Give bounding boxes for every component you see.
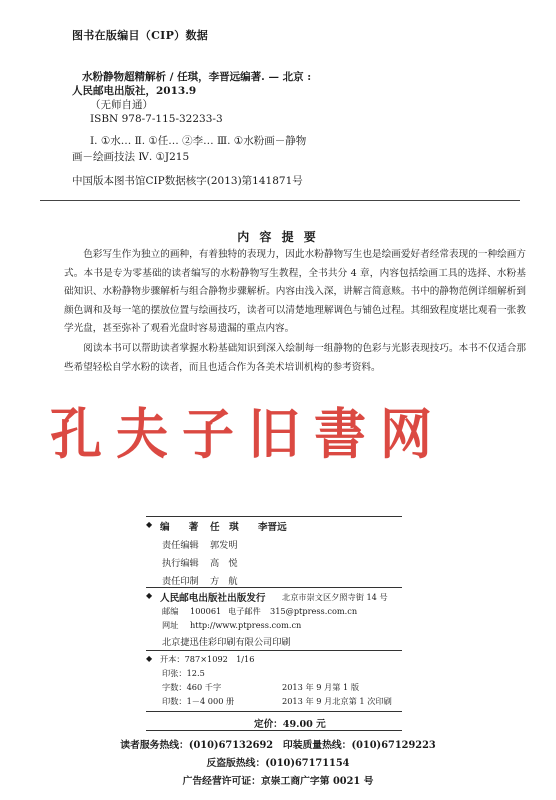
- cip-line-classification-1: Ⅰ. ①水… Ⅱ. ①任… ②李… Ⅲ. ①水粉画－静物: [90, 135, 307, 147]
- ad-license: 广告经营许可证：京崇工商广字第 0021 号: [182, 776, 374, 787]
- postcode-value: 100061: [190, 606, 222, 616]
- exec-editor-value: 高 悦: [210, 558, 238, 569]
- summary-title: 内 容 提 要: [237, 230, 319, 244]
- service-hotline: 读者服务热线：(010)67132692 印装质量热线：(010)67129223: [120, 740, 436, 751]
- printer-name: 北京捷迅佳彩印刷有限公司印刷: [162, 637, 291, 648]
- divider: [146, 587, 402, 588]
- piracy-hotline: 反盗版热线：(010)67171154: [206, 758, 350, 769]
- divider: [146, 730, 402, 731]
- cip-line-series: （无师自通）: [90, 99, 153, 111]
- website-label: 网址: [162, 620, 179, 630]
- summary-paragraph-2: 阅读本书可以帮助读者掌握水粉基础知识到深入绘制每一组静物的色彩与光影表现技巧。本书不仅适合那些希望轻松自学水粉的读者，而且也适合作为各美术培训机构的参考资料。: [64, 343, 526, 373]
- bullet-icon: ◆: [146, 654, 153, 663]
- cip-record-number: 中国版本图书馆CIP数据核字(2013)第141871号: [72, 175, 303, 187]
- print-manager-label: 责任印制: [162, 576, 199, 587]
- cip-heading: 图书在版编目（CIP）数据: [72, 29, 209, 42]
- authors-label: 编 著: [160, 522, 199, 533]
- editor-label: 责任编辑: [162, 540, 199, 551]
- exec-editor-label: 执行编辑: [162, 558, 199, 569]
- print-manager-value: 方 航: [210, 576, 238, 587]
- word-count: 字数：460 千字: [162, 682, 222, 692]
- book-format: 开本：787×1092 1/16: [160, 654, 255, 664]
- divider: [40, 200, 520, 201]
- authors-value: 任 琪 李晋远: [210, 522, 287, 533]
- email-value: 315@ptpress.com.cn: [270, 606, 358, 616]
- watermark-text: 孔夫子旧書网: [50, 403, 447, 467]
- bullet-icon: ◆: [146, 520, 153, 529]
- summary-paragraph-1: 色彩写生作为独立的画种，有着独特的表现力，因此水粉静物写生也是绘画爱好者经常表现的一种绘画方式。本书是专为零基础的读者编写的水粉静物写生教程，全书共分 4 章，内容包括绘画工具的选择、水粉基础知识、水粉静物步骤解析与组合静物步骤解析。内容由浅入深，讲解言简意赅。书中的静物范例详细解析到颜色调和及每一笔的摆放位置与绘画技巧，读者可以清楚地理解调色与铺色过程。其细致程度堪比观看一张教学光盘，甚至弥补了观看光盘时容易遗漏的重点内容。: [64, 249, 526, 334]
- cip-line-classification-2: 画－绘画技法 Ⅳ. ①J215: [72, 151, 190, 163]
- cip-line-isbn: ISBN 978-7-115-32233-3: [90, 113, 223, 125]
- divider: [146, 711, 402, 712]
- print-sheets: 印张：12.5: [162, 668, 205, 678]
- cip-line-publisher: 人民邮电出版社，2013.9: [72, 85, 197, 97]
- email-label: 电子邮件: [228, 606, 261, 616]
- bullet-icon: ◆: [146, 591, 153, 600]
- publisher-address: 北京市崇文区夕照寺街 14 号: [282, 592, 388, 602]
- website-value: http://www.ptpress.com.cn: [190, 620, 302, 630]
- divider: [146, 650, 402, 651]
- printing-info: 2013 年 9 月北京第 1 次印刷: [282, 696, 392, 706]
- publisher-name: 人民邮电出版社出版发行: [160, 593, 266, 604]
- postcode-label: 邮编: [162, 606, 179, 616]
- edition-info: 2013 年 9 月第 1 版: [282, 682, 360, 692]
- price: 定价：49.00 元: [254, 719, 326, 730]
- print-run: 印数：1－4 000 册: [162, 696, 235, 706]
- divider: [146, 516, 402, 517]
- cip-line-title: 水粉静物超精解析 / 任琪，李晋远编著. — 北京 :: [82, 71, 312, 83]
- editor-value: 郭发明: [210, 540, 238, 551]
